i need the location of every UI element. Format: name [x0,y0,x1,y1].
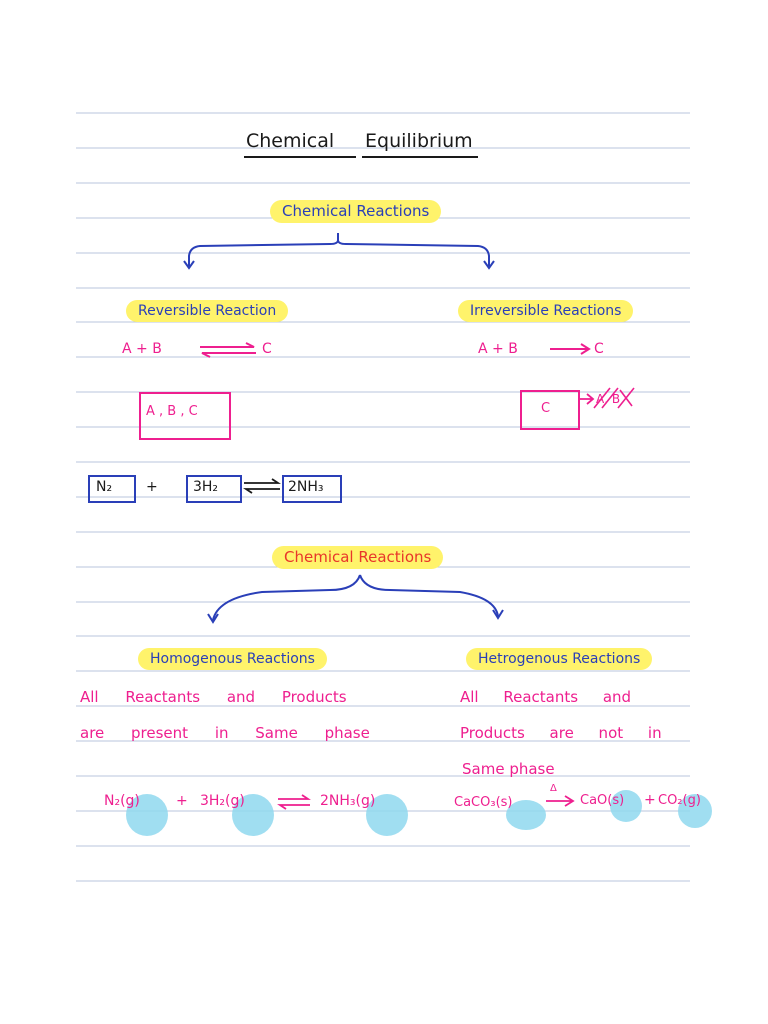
page-title-part1: Chemical [246,130,335,152]
page-title-part2: Equilibrium [365,130,473,152]
hetrogenous-eq-co2: CO₂(g) [658,793,701,808]
hetrogenous-line1: All Reactants and [460,688,632,706]
hetrogenous-eq-plus: + [644,792,656,808]
homogenous-eq-h2: 3H₂(g) [200,793,245,809]
homogenous-eq-n2: N₂(g) [104,793,140,809]
reversible-equation-rhs: C [262,341,272,357]
homogenous-line1: All Reactants and Products [80,688,347,706]
example-nh3: 2NH₃ [288,479,324,495]
homogenous-line2: are present in Same phase [80,724,370,742]
heat-arrow-icon [544,794,576,808]
homogenous-eq-nh3: 2NH₃(g) [320,793,376,809]
irreversible-box-text: C [541,401,551,416]
reversible-equation-lhs: A + B [122,341,162,357]
homogenous-eq-plus: + [176,793,188,809]
section2-heading: Chemical Reactions [272,546,443,569]
irreversible-equation-rhs: C [594,341,604,357]
irreversible-equation-lhs: A + B [478,341,518,357]
hetrogenous-line3: Same phase [462,760,555,778]
section1-heading: Chemical Reactions [270,200,441,223]
reversible-reaction-label: Reversible Reaction [126,300,288,322]
hetrogenous-eq-caco3: CaCO₃(s) [454,795,513,810]
hetrogenous-reactions-label: Hetrogenous Reactions [466,648,652,670]
irreversible-reaction-label: Irreversible Reactions [458,300,633,322]
example-n2: N₂ [96,479,113,495]
example-h2: 3H₂ [193,479,219,495]
reversible-box-text: A , B , C [146,404,198,419]
example-plus: + [146,479,158,495]
heat-delta-symbol: Δ [550,783,557,794]
hetrogenous-line2: Products are not in [460,724,662,742]
irreversible-crossed-reactants: A, B [596,392,621,406]
homogenous-reactions-label: Homogenous Reactions [138,648,327,670]
homogenous-equilibrium-arrow-icon [276,794,312,810]
hetrogenous-eq-cao: CaO(s) [580,793,625,808]
